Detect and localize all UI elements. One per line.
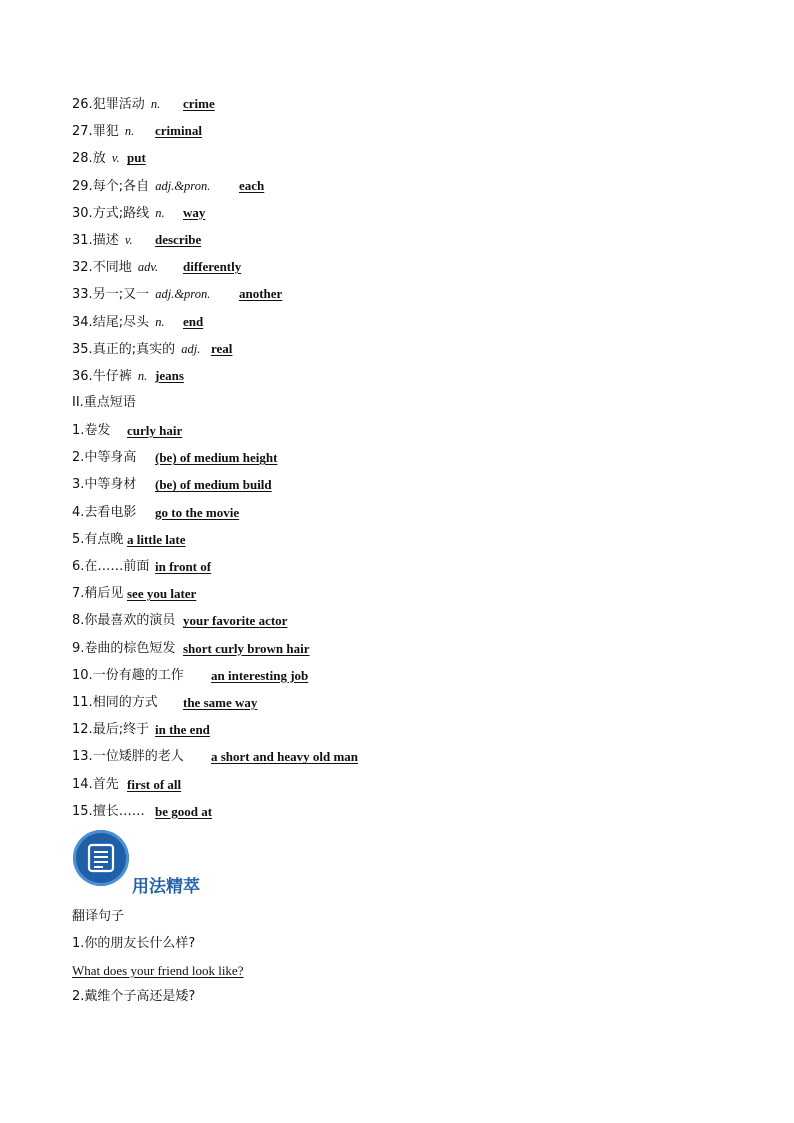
chinese-meaning: 最后;终于 bbox=[92, 722, 150, 738]
phrase-item bbox=[72, 692, 258, 714]
item-number: 11. bbox=[72, 695, 93, 710]
item-number: 26. bbox=[72, 97, 93, 112]
chinese-meaning: 一份有趣的工作 bbox=[92, 667, 184, 683]
chinese-meaning: 牛仔裤 bbox=[92, 369, 132, 384]
answer-phrase: go to the movie bbox=[155, 504, 240, 520]
part-of-speech: adj.&pron. bbox=[155, 287, 211, 302]
phrase-item bbox=[72, 610, 288, 632]
answer-word: real bbox=[211, 340, 233, 356]
item-number: 32. bbox=[72, 260, 93, 276]
item-number: 7. bbox=[72, 586, 85, 602]
answer-word: way bbox=[183, 204, 206, 220]
chinese-meaning: 卷曲的棕色短发 bbox=[84, 640, 176, 656]
answer-word: jeans bbox=[155, 368, 184, 383]
item-number: 4. bbox=[72, 504, 85, 520]
chinese-meaning: 卷发 bbox=[84, 423, 111, 438]
answer-phrase: short curly brown hair bbox=[183, 640, 310, 656]
chinese-meaning: 真正的;真实的 bbox=[92, 341, 176, 357]
answer-phrase: the same way bbox=[183, 695, 258, 710]
item-number: 27. bbox=[72, 124, 93, 140]
part-of-speech: adj. bbox=[181, 341, 201, 356]
usage-badge bbox=[73, 830, 129, 886]
item-number: 12. bbox=[72, 722, 93, 738]
answer-phrase: a short and heavy old man bbox=[211, 749, 358, 765]
sentence-2-question: 2.戴维个子高还是矮? bbox=[72, 989, 196, 1004]
answer-word: each bbox=[239, 177, 265, 193]
part-of-speech: adv. bbox=[137, 260, 159, 275]
item-number: 2. bbox=[72, 450, 85, 466]
phrase-item bbox=[72, 801, 213, 823]
answer-phrase: see you later bbox=[127, 586, 197, 602]
item-number: 5. bbox=[72, 531, 85, 547]
item-number: 34. bbox=[72, 314, 93, 330]
vocab-item bbox=[72, 120, 202, 142]
item-number: 35. bbox=[72, 341, 93, 357]
chinese-meaning: 擅长…… bbox=[92, 803, 145, 819]
answer-phrase: (be) of medium build bbox=[155, 477, 272, 493]
item-number: 33. bbox=[72, 287, 93, 303]
chinese-meaning: 结尾;尽头 bbox=[92, 314, 150, 330]
answer-word: put bbox=[127, 150, 146, 166]
phrase-item bbox=[72, 746, 358, 768]
usage-banner-title: 用法精萃 bbox=[132, 877, 200, 897]
translate-heading: 翻译句子 bbox=[72, 909, 125, 924]
sentence-1-question: 1.你的朋友长什么样? bbox=[72, 936, 196, 951]
answer-phrase: curly hair bbox=[127, 423, 183, 438]
vocab-item bbox=[72, 93, 215, 115]
vocab-item bbox=[72, 338, 233, 360]
document-icon bbox=[86, 843, 116, 873]
part-of-speech: v. bbox=[124, 233, 133, 247]
answer-phrase: first of all bbox=[127, 776, 182, 792]
chinese-meaning: 你最喜欢的演员 bbox=[84, 613, 176, 629]
phrase-item bbox=[72, 529, 186, 551]
chinese-meaning: 相同的方式 bbox=[92, 695, 158, 710]
vocab-item bbox=[72, 202, 206, 224]
answer-phrase: be good at bbox=[155, 803, 213, 819]
chinese-meaning: 描述 bbox=[92, 233, 119, 248]
chinese-meaning: 犯罪活动 bbox=[92, 97, 145, 112]
chinese-meaning: 罪犯 bbox=[92, 124, 119, 140]
answer-phrase: in the end bbox=[155, 722, 210, 738]
answer-word: end bbox=[183, 313, 204, 329]
chinese-meaning: 一位矮胖的老人 bbox=[92, 749, 184, 765]
phrase-item bbox=[72, 665, 309, 687]
part-of-speech: n. bbox=[137, 369, 148, 383]
phrase-item bbox=[72, 583, 197, 605]
chinese-meaning: 每个;各自 bbox=[92, 178, 150, 194]
phrase-item bbox=[72, 638, 310, 660]
item-number: 14. bbox=[72, 776, 93, 792]
phrases-heading: II.重点短语 bbox=[72, 395, 136, 410]
part-of-speech: n. bbox=[124, 124, 135, 139]
chinese-meaning: 稍后见 bbox=[84, 586, 124, 602]
answer-phrase: in front of bbox=[155, 559, 212, 574]
answer-word: differently bbox=[183, 259, 242, 275]
item-number: 6. bbox=[72, 559, 85, 574]
answer-phrase: your favorite actor bbox=[183, 613, 288, 629]
phrase-item bbox=[72, 474, 272, 496]
item-number: 13. bbox=[72, 749, 93, 765]
vocab-item bbox=[72, 229, 202, 251]
item-number: 36. bbox=[72, 369, 93, 384]
phrase-item bbox=[72, 420, 183, 442]
item-number: 28. bbox=[72, 151, 93, 167]
vocab-item bbox=[72, 283, 283, 305]
answer-phrase: a little late bbox=[127, 531, 186, 547]
item-number: 29. bbox=[72, 178, 93, 194]
item-number: 1. bbox=[72, 423, 85, 438]
vocab-item bbox=[72, 311, 204, 333]
item-number: 3. bbox=[72, 477, 85, 493]
sentence-1-answer: What does your friend look like? bbox=[72, 963, 244, 978]
chinese-meaning: 中等身高 bbox=[84, 450, 137, 466]
chinese-meaning: 放 bbox=[92, 151, 106, 167]
item-number: 10. bbox=[72, 667, 93, 683]
vocab-item bbox=[72, 256, 242, 278]
chinese-meaning: 在……前面 bbox=[84, 559, 150, 574]
answer-phrase: (be) of medium height bbox=[155, 450, 278, 466]
chinese-meaning: 有点晚 bbox=[84, 531, 124, 547]
part-of-speech: n. bbox=[150, 97, 161, 111]
answer-word: describe bbox=[155, 232, 202, 247]
item-number: 8. bbox=[72, 613, 85, 629]
answer-word: another bbox=[239, 286, 283, 302]
chinese-meaning: 中等身材 bbox=[84, 477, 137, 493]
chinese-meaning: 方式;路线 bbox=[92, 205, 150, 221]
part-of-speech: v. bbox=[111, 151, 120, 166]
chinese-meaning: 首先 bbox=[92, 776, 119, 792]
item-number: 31. bbox=[72, 233, 93, 248]
item-number: 15. bbox=[72, 803, 93, 819]
chinese-meaning: 不同地 bbox=[92, 260, 132, 276]
phrase-item bbox=[72, 774, 182, 796]
vocab-item bbox=[72, 147, 146, 169]
part-of-speech: n. bbox=[155, 205, 165, 220]
phrase-item bbox=[72, 502, 240, 524]
chinese-meaning: 去看电影 bbox=[84, 504, 137, 520]
part-of-speech: adj.&pron. bbox=[155, 178, 211, 193]
phrase-item bbox=[72, 556, 212, 578]
vocab-item bbox=[72, 365, 184, 387]
item-number: 9. bbox=[72, 640, 85, 656]
part-of-speech: n. bbox=[155, 314, 165, 329]
vocab-item bbox=[72, 175, 265, 197]
chinese-meaning: 另一;又一 bbox=[92, 287, 150, 303]
phrase-item bbox=[72, 719, 210, 741]
answer-word: criminal bbox=[155, 123, 202, 139]
item-number: 30. bbox=[72, 205, 93, 221]
answer-phrase: an interesting job bbox=[211, 667, 309, 683]
answer-word: crime bbox=[183, 96, 215, 111]
phrase-item bbox=[72, 447, 278, 469]
